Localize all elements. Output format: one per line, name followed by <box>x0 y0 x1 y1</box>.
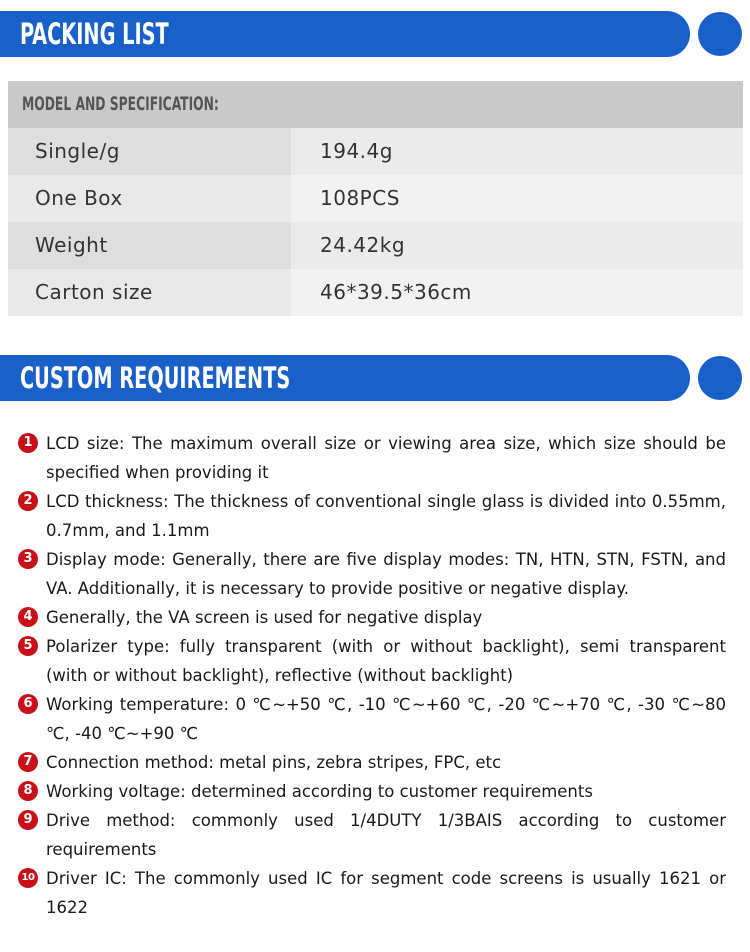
requirements-list <box>18 429 726 922</box>
spec-row <box>8 269 743 316</box>
list-item <box>18 690 726 748</box>
spec-label: Single/g <box>8 128 291 175</box>
list-item-text: Working temperature: 0 ℃~+50 ℃, -10 ℃~+60 ℃, -20 ℃~+70 ℃, -30 ℃~80 ℃, -40 ℃~+90 ℃ <box>46 695 726 743</box>
number-badge-icon: 10 <box>18 868 38 888</box>
number-badge-icon: 8 <box>18 781 38 801</box>
list-item-text: LCD thickness: The thickness of conventional single glass is divided into 0.55mm, 0.7mm, and 1.1mm <box>46 492 726 540</box>
spec-value: 24.42kg <box>291 222 743 269</box>
spec-label: Carton size <box>8 269 291 316</box>
list-item-text: Connection method: metal pins, zebra stripes, FPC, etc <box>46 753 502 772</box>
list-item <box>18 545 726 603</box>
banner-circle <box>698 356 742 400</box>
list-item-text: Display mode: Generally, there are five display modes: TN, HTN, STN, FSTN, and VA. Additionally, it is necessary to provide positive or negative display. <box>46 550 726 598</box>
list-item <box>18 429 726 487</box>
spec-row <box>8 175 743 222</box>
list-item-text: Polarizer type: fully transparent (with or without backlight), semi transparent (with or without backlight), reflective (without backlight) <box>46 637 726 685</box>
list-item-text: LCD size: The maximum overall size or viewing area size, which size should be specified when providing it <box>46 434 726 482</box>
list-item-text: Driver IC: The commonly used IC for segment code screens is usually 1621 or 1622 <box>46 869 726 917</box>
spec-value: 46*39.5*36cm <box>291 269 743 316</box>
banner-circle <box>698 12 742 56</box>
spec-value: 194.4g <box>291 128 743 175</box>
list-item <box>18 632 726 690</box>
spec-row <box>8 128 743 175</box>
list-item <box>18 777 726 806</box>
spec-header <box>8 81 743 128</box>
number-badge-icon: 5 <box>18 636 38 656</box>
list-item <box>18 603 726 632</box>
number-badge-icon: 7 <box>18 752 38 772</box>
list-item-text: Generally, the VA screen is used for negative display <box>46 608 483 627</box>
number-badge-icon: 1 <box>18 433 38 453</box>
packing-list-banner <box>0 11 750 57</box>
list-item <box>18 487 726 545</box>
list-item <box>18 806 726 864</box>
banner-title: PACKING LIST <box>20 17 169 51</box>
list-item-text: Drive method: commonly used 1/4DUTY 1/3BAIS according to customer requirements <box>46 811 726 859</box>
number-badge-icon: 4 <box>18 607 38 627</box>
banner-title: CUSTOM REQUIREMENTS <box>20 361 291 395</box>
custom-requirements-banner <box>0 355 750 401</box>
number-badge-icon: 3 <box>18 549 38 569</box>
list-item <box>18 864 726 922</box>
spec-table <box>8 128 743 316</box>
spec-value: 108PCS <box>291 175 743 222</box>
number-badge-icon: 6 <box>18 694 38 714</box>
spec-header-label: MODEL AND SPECIFICATION: <box>22 93 219 115</box>
spec-label: Weight <box>8 222 291 269</box>
number-badge-icon: 2 <box>18 491 38 511</box>
spec-row <box>8 222 743 269</box>
list-item-text: Working voltage: determined according to customer requirements <box>46 782 593 801</box>
list-item <box>18 748 726 777</box>
spec-label: One Box <box>8 175 291 222</box>
number-badge-icon: 9 <box>18 810 38 830</box>
